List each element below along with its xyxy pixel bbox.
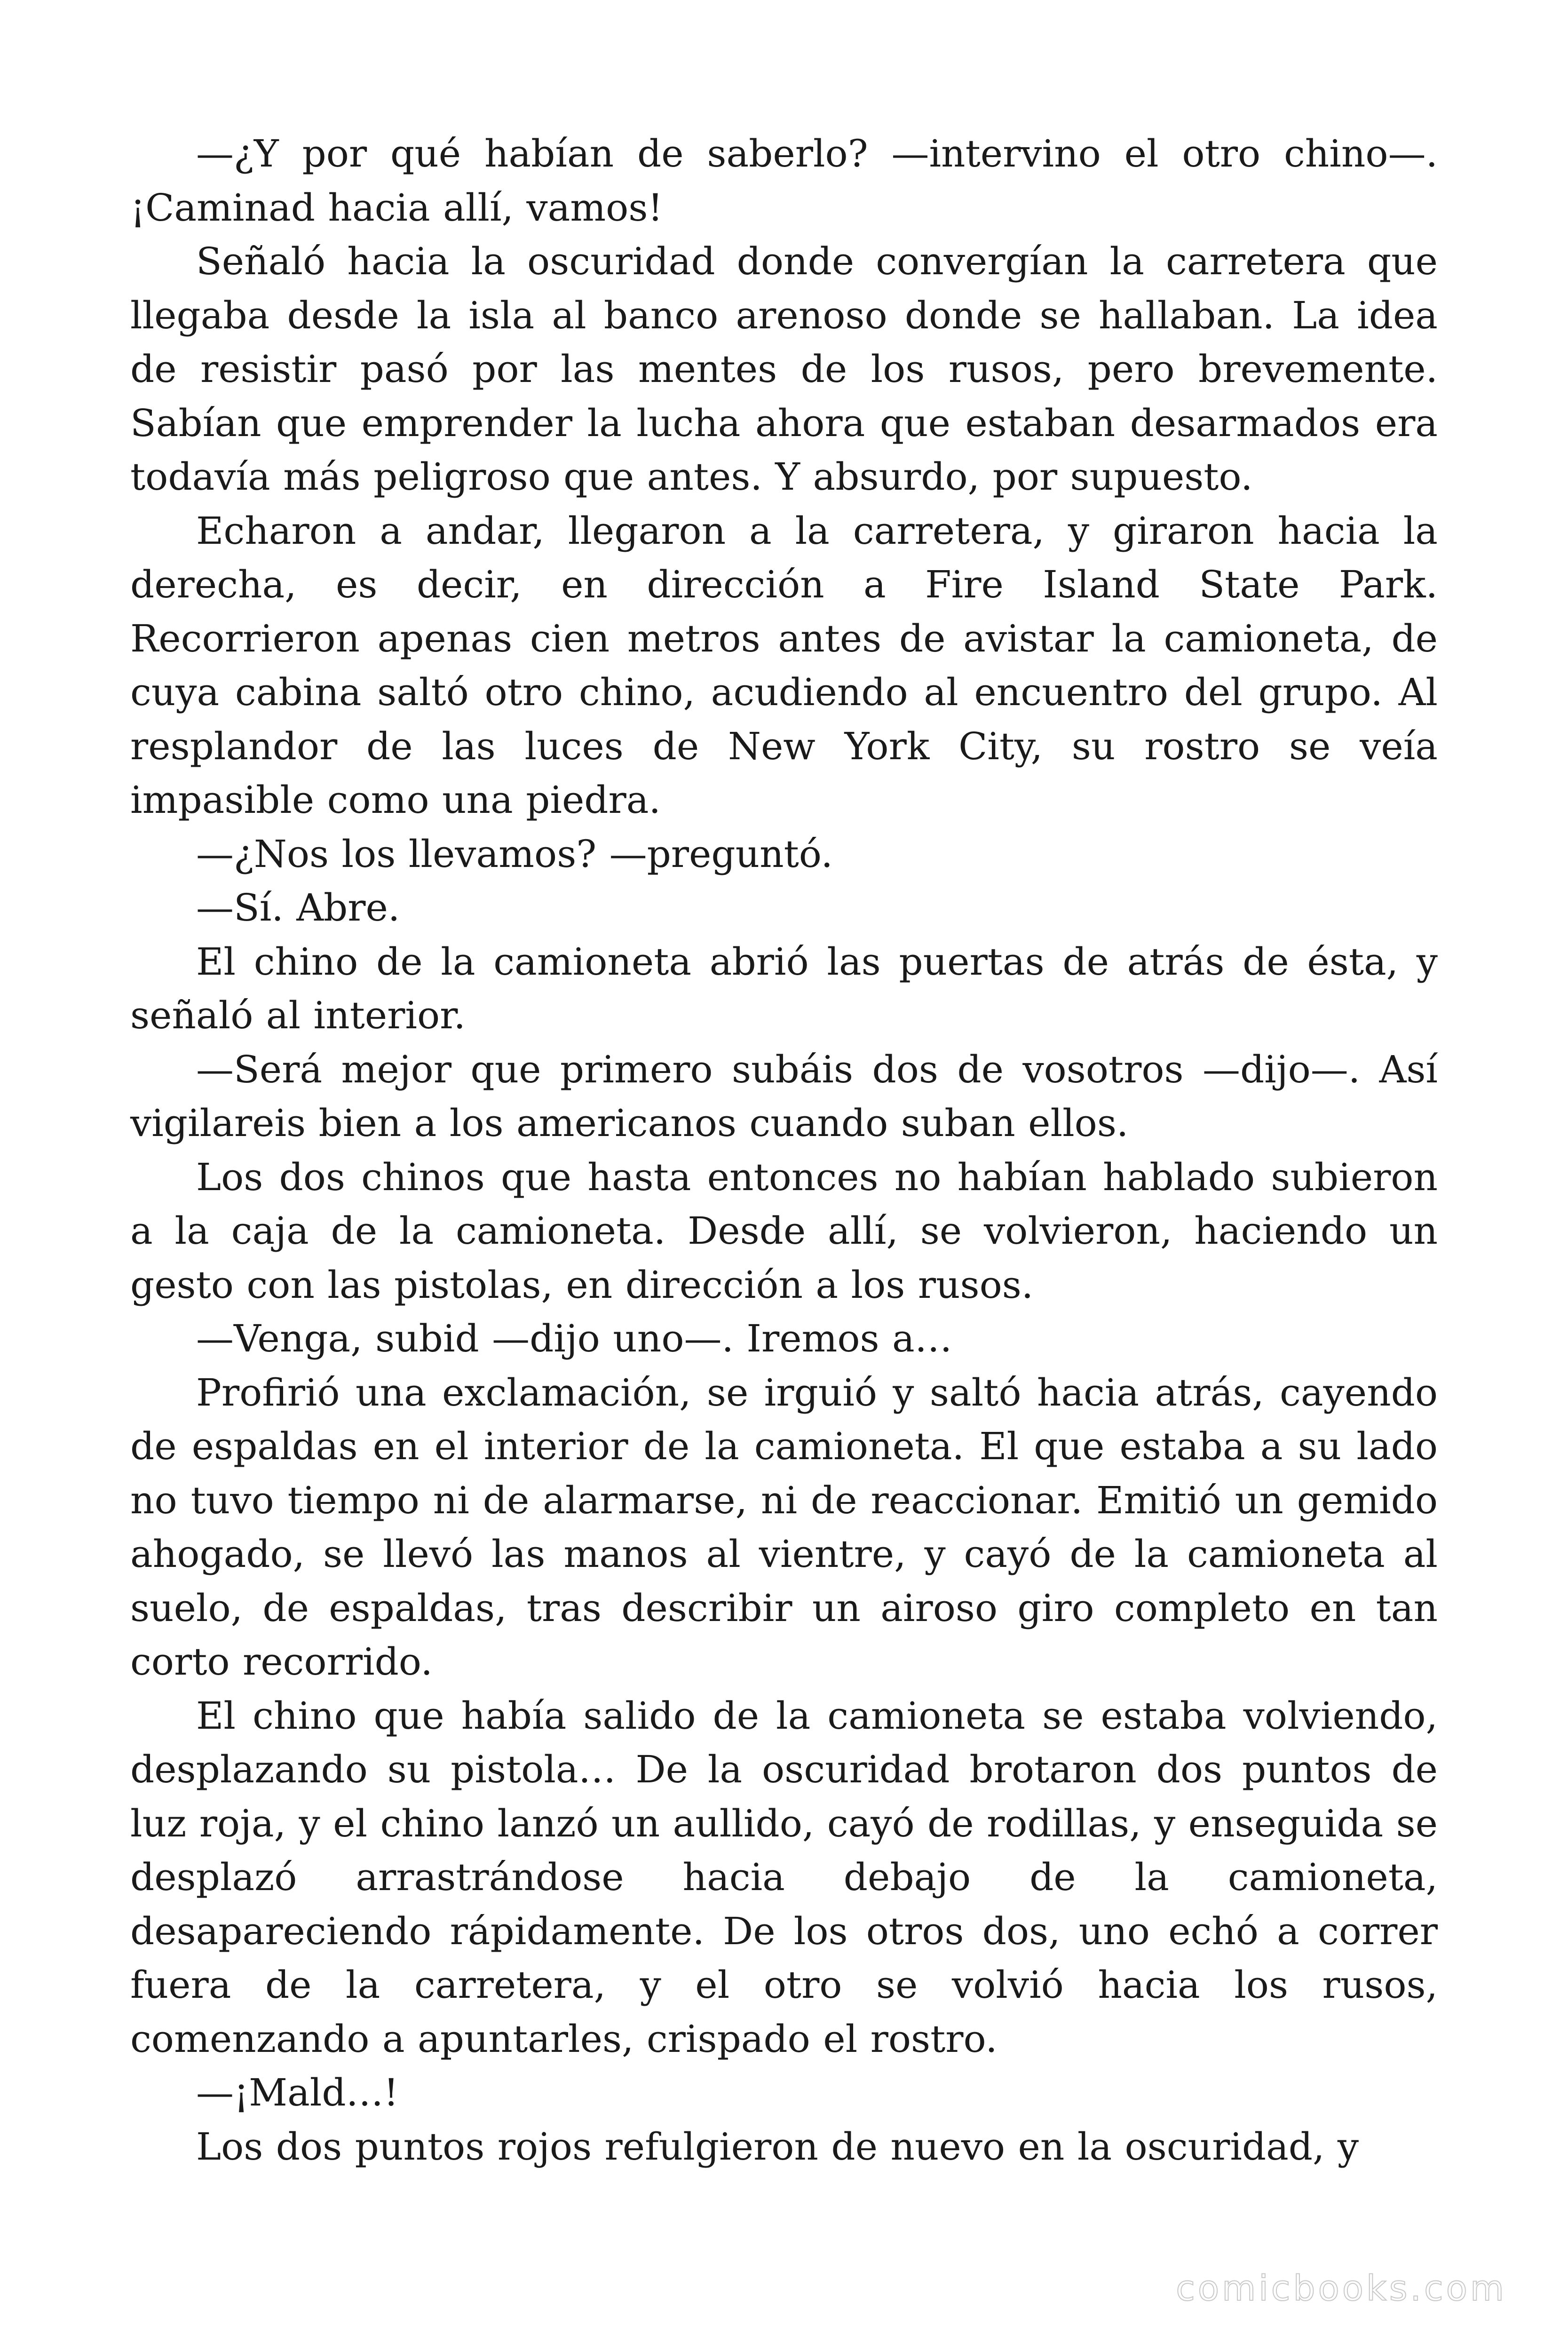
page-body [130, 127, 1438, 2174]
watermark: comicbooks.com [1176, 2268, 1507, 2309]
paragraph: —¿Y por qué habían de saberlo? —intervino el otro chino—. ¡Caminad hacia allí, vamos! [130, 132, 1438, 230]
paragraph: Echaron a andar, llegaron a la carretera, y giraron hacia la derecha, es decir, en dirección a Fire Island State Park. Recorrieron apenas cien metros antes de avistar la camioneta, de cuya cabina saltó otro chino, acudiendo al encuentro del grupo. Al resplandor de las luces de New York City, su rostro se veía impasible como una piedra. [130, 509, 1438, 822]
paragraph: Los dos puntos rojos refulgieron de nuevo en la oscuridad, y [196, 2124, 1359, 2169]
paragraph: —Será mejor que primero subáis dos de vosotros —dijo—. Así vigilareis bien a los americanos cuando suban ellos. [130, 1047, 1438, 1145]
paragraph: Señaló hacia la oscuridad donde convergían la carretera que llegaba desde la isla al banco arenoso donde se hallaban. La idea de resistir pasó por las mentes de los rusos, pero brevemente. Sabían que emprender la lucha ahora que estaban desarmados era todavía más peligroso que antes. Y absurdo, por supuesto. [130, 239, 1438, 499]
paragraph: —Venga, subid —dijo uno—. Iremos a… [196, 1317, 952, 1360]
paragraph: —¡Mald…! [196, 2071, 399, 2114]
paragraph: —Sí. Abre. [196, 886, 400, 930]
paragraph: Profirió una exclamación, se irguió y saltó hacia atrás, cayendo de espaldas en el interior de la camioneta. El que estaba a su lado no tuvo tiempo ni de alarmarse, ni de reaccionar. Emitió un gemido ahogado, se llevó las manos al vientre, y cayó de la camioneta al suelo, de espaldas, tras describir un airoso giro completo en tan corto recorrido. [130, 1370, 1438, 1684]
paragraph: —¿Nos los llevamos? —preguntó. [196, 832, 833, 876]
paragraph: El chino de la camioneta abrió las puertas de atrás de ésta, y señaló al interior. [130, 939, 1438, 1037]
paragraph: El chino que había salido de la camioneta se estaba volviendo, desplazando su pistola… De la oscuridad brotaron dos puntos de luz roja, y el chino lanzó un aullido, cayó de rodillas, y enseguida se desplazó arrastrándose hacia debajo de la camioneta, desapareciendo rápidamente. De los otros dos, uno echó a correr fuera de la carretera, y el otro se volvió hacia los rusos, comenzando a apuntarles, crispado el rostro. [130, 1693, 1438, 2061]
paragraph: Los dos chinos que hasta entonces no habían hablado subieron a la caja de la camioneta. Desde allí, se volvieron, haciendo un gesto con las pistolas, en dirección a los rusos. [130, 1155, 1438, 1307]
